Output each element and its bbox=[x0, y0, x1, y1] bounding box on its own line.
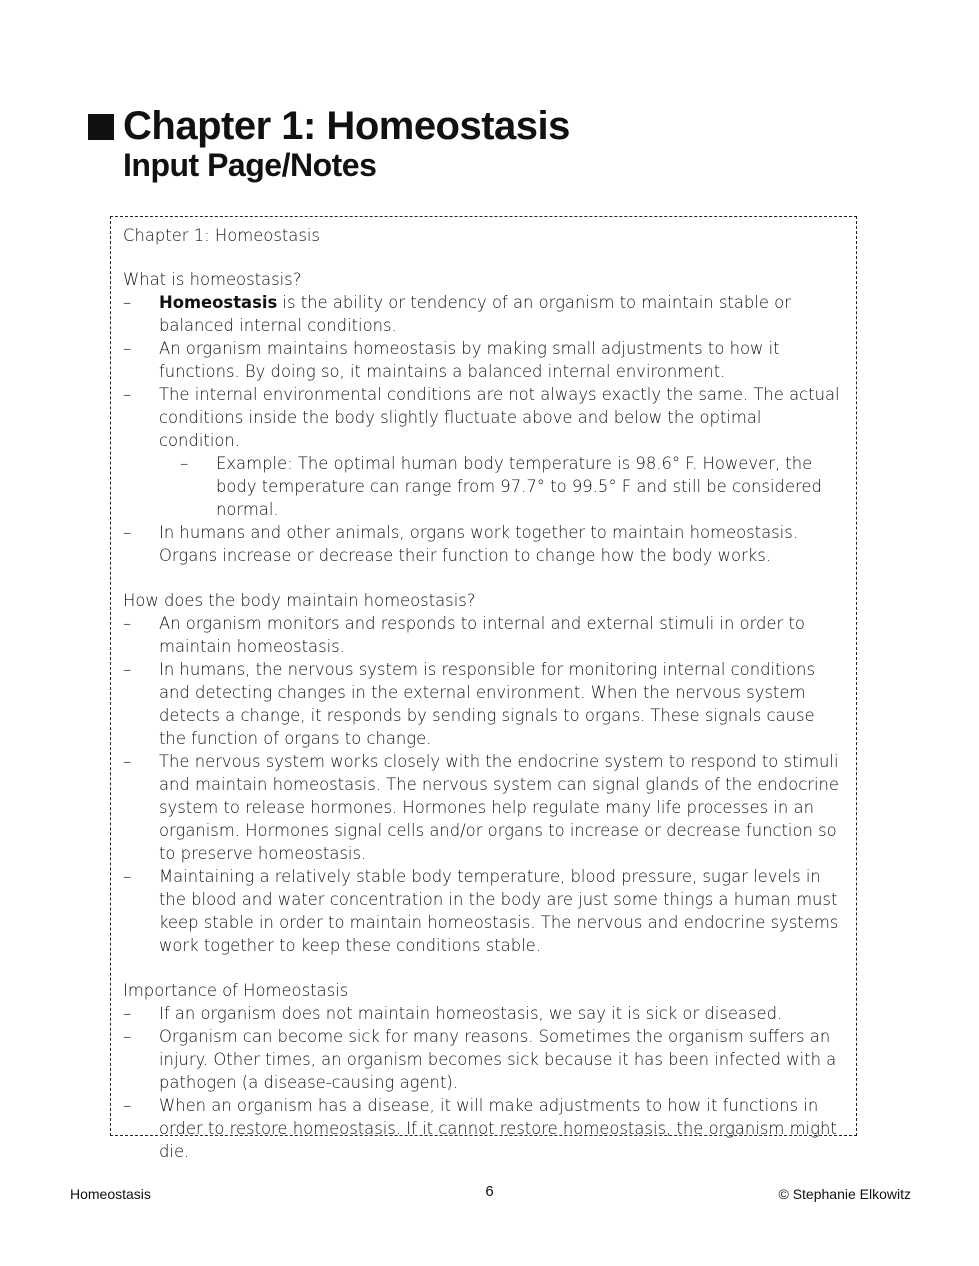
list-item: – Maintaining a relatively stable body temperature, blood pressure, sugar levels in the blood and water concentration in the body are just some things a human must keep stable in order to maintain homeostasis. The nervous and endocrine systems work together to keep these conditions stable. bbox=[123, 865, 846, 957]
bullet-list bbox=[123, 291, 846, 567]
list-item: – If an organism does not maintain homeostasis, we say it is sick or diseased. bbox=[123, 1002, 846, 1025]
section-importance bbox=[123, 979, 846, 1163]
key-term: Homeostasis bbox=[159, 293, 278, 312]
list-item: – The nervous system works closely with the endocrine system to respond to stimuli and maintain homeostasis. The nervous system can signal glands of the endocrine system to release hormones. Hormones help regulate many life processes in an organism. Hormones signal cells and/or organs to increase or decrease function so to preserve homeostasis. bbox=[123, 750, 846, 865]
section-heading: Importance of Homeostasis bbox=[123, 981, 349, 1000]
footer-left-text: Homeostasis bbox=[70, 1186, 151, 1202]
notes-box bbox=[110, 216, 857, 1161]
section-heading: What is homeostasis? bbox=[123, 270, 302, 289]
sub-list-item: – Example: The optimal human body temperature is 98.6° F. However, the body temperature can range from 97.7° to 99.5° F and still be considered normal. bbox=[123, 452, 846, 521]
section-what-is-homeostasis bbox=[123, 268, 846, 567]
list-item-text: is the ability or tendency of an organism to maintain stable or balanced internal conditions. bbox=[159, 293, 791, 335]
list-item: – In humans, the nervous system is responsible for monitoring internal conditions and detecting changes in the external environment. When the nervous system detects a change, it responds by sending signals to organs. These signals cause the function of organs to change. bbox=[123, 658, 846, 750]
page-number: 6 bbox=[485, 1183, 494, 1200]
list-item: – An organism maintains homeostasis by making small adjustments to how it functions. By doing so, it maintains a balanced internal environment. bbox=[123, 337, 846, 383]
page-header bbox=[88, 104, 570, 184]
list-item: – When an organism has a disease, it will make adjustments to how it functions in order to restore homeostasis. If it cannot restore homeostasis, the organism might die. bbox=[123, 1094, 846, 1163]
section-heading: How does the body maintain homeostasis? bbox=[123, 591, 476, 610]
list-item: – An organism monitors and responds to internal and external stimuli in order to maintain homeostasis. bbox=[123, 612, 846, 658]
notes-box-title: Chapter 1: Homeostasis bbox=[123, 226, 320, 245]
list-item bbox=[123, 291, 846, 337]
page-subtitle: Input Page/Notes bbox=[123, 147, 377, 183]
list-item: – Organism can become sick for many reasons. Sometimes the organism suffers an injury. Other times, an organism becomes sick because it has been infected with a pathogen (a disease-causing agent). bbox=[123, 1025, 846, 1094]
copyright-text: © Stephanie Elkowitz bbox=[778, 1186, 911, 1202]
square-bullet-icon bbox=[88, 114, 114, 140]
section-how-body-maintains bbox=[123, 589, 846, 957]
page-title: Chapter 1: Homeostasis bbox=[123, 104, 570, 148]
list-item: – In humans and other animals, organs work together to maintain homeostasis. Organs increase or decrease their function to change how the body works. bbox=[123, 521, 846, 567]
title-row bbox=[88, 104, 570, 148]
list-item: – The internal environmental conditions are not always exactly the same. The actual conditions inside the body slightly fluctuate above and below the optimal condition. bbox=[123, 383, 846, 452]
bullet-list bbox=[123, 1002, 846, 1163]
bullet-list bbox=[123, 612, 846, 957]
